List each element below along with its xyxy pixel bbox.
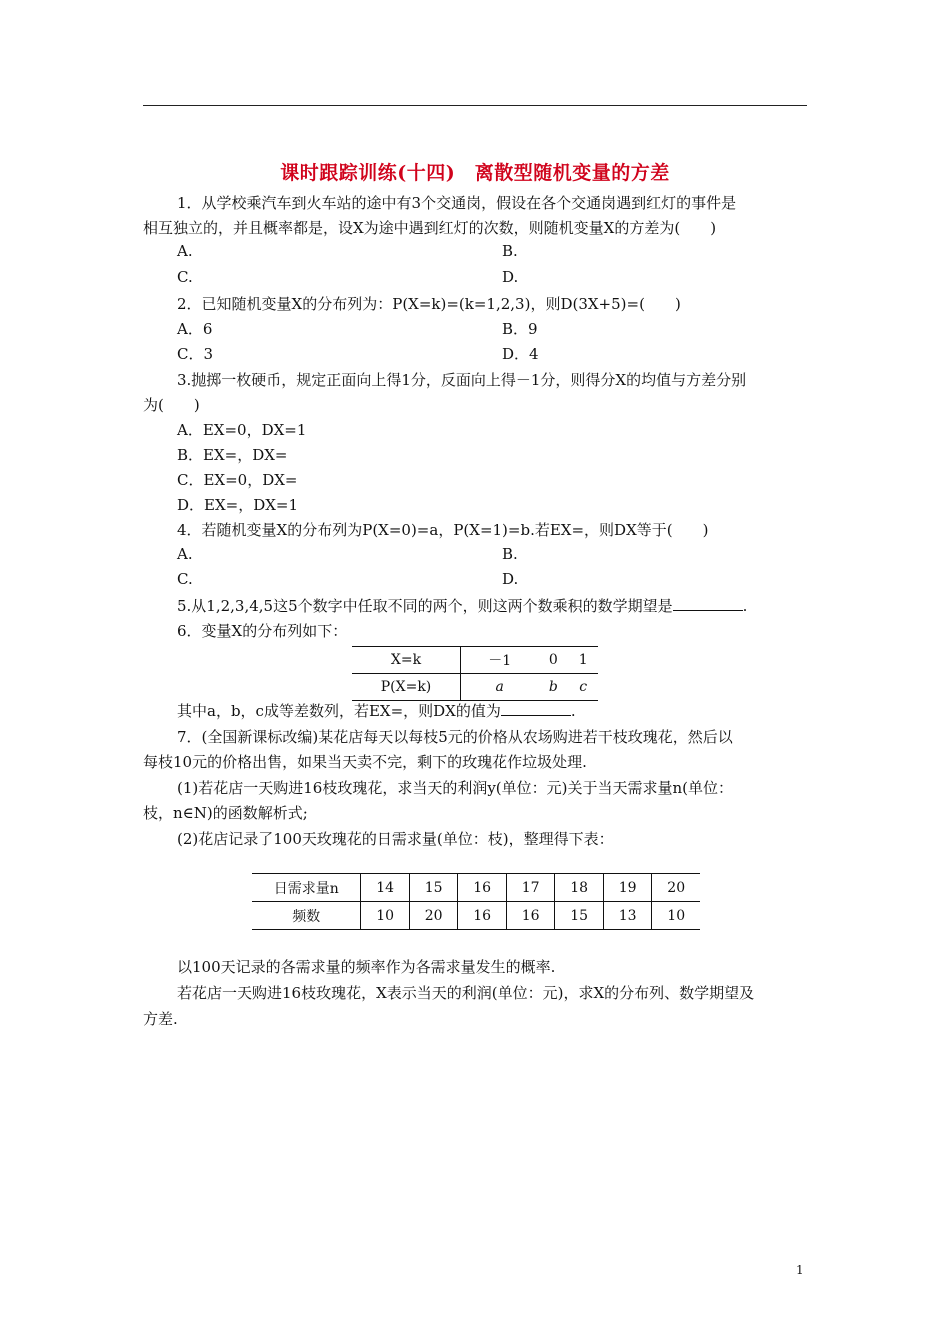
q3-option-c: C．EX=0，DX= — [177, 471, 298, 489]
q7-line1: 7．(全国新课标改编)某花店每天以每枝5元的价格从农场购进若干枝玫瑰花，然后以 — [177, 728, 733, 746]
page-title: 课时跟踪训练(十四) 离散型随机变量的方差 — [280, 162, 670, 184]
q5-line1 — [177, 595, 747, 616]
q6-end: . — [570, 702, 576, 720]
table-row — [352, 674, 598, 701]
page-number: 1 — [796, 1263, 804, 1277]
q4-line1: 4．若随机变量X的分布列为P(X=0)=a，P(X=1)=b.若EX=，则DX等于( ) — [177, 521, 709, 539]
table-cell: 0 — [538, 647, 568, 674]
table-cell: －1 — [461, 647, 539, 674]
q7-line2: 每枝10元的价格出售，如果当天卖不完，剩下的玫瑰花作垃圾处理. — [143, 753, 587, 771]
table-row — [252, 874, 700, 902]
q6-line1: 6．变量X的分布列如下： — [177, 622, 348, 640]
q7-part3: 以100天记录的各需求量的频率作为各需求量发生的概率. — [177, 958, 556, 976]
header-rule — [143, 105, 807, 106]
q2-option-a: A．6 — [177, 320, 213, 338]
q1-option-c: C. — [177, 268, 193, 286]
table-cell: 18 — [555, 874, 604, 902]
table-cell: 1 — [568, 647, 598, 674]
q3-option-b: B．EX=，DX= — [177, 446, 288, 464]
q4-option-b: B. — [502, 545, 518, 563]
table-cell: 15 — [555, 902, 604, 930]
q2-line1: 2．已知随机变量X的分布列为：P(X=k)=(k=1,2,3)，则D(3X+5)=( ) — [177, 295, 681, 313]
table-cell: b — [548, 679, 558, 695]
table-cell: c — [579, 679, 588, 695]
table-cell: 19 — [603, 874, 652, 902]
q7-part4-line2: 方差. — [143, 1010, 178, 1028]
q7-part1-line1: (1)若花店一天购进16枝玫瑰花，求当天的利润y(单位：元)关于当天需求量n(单位： — [177, 779, 734, 797]
table-cell: 13 — [603, 902, 652, 930]
table-cell: 20 — [652, 874, 700, 902]
q1-option-a: A. — [177, 242, 193, 260]
q6-text: 其中a，b，c成等差数列，若EX=，则DX的值为 — [177, 702, 501, 720]
table-cell: 10 — [361, 902, 410, 930]
q7-part4-line1: 若花店一天购进16枝玫瑰花，X表示当天的利润(单位：元)，求X的分布列、数学期望及 — [177, 984, 755, 1002]
table-cell: X=k — [352, 647, 461, 674]
q2-option-c: C．3 — [177, 345, 214, 363]
table-cell: 频数 — [292, 908, 321, 925]
table-row — [252, 902, 700, 930]
q4-option-c: C. — [177, 570, 193, 588]
q5-end: . — [742, 597, 748, 615]
q2-option-b: B．9 — [502, 320, 538, 338]
q2-option-d: D．4 — [502, 345, 539, 363]
table-row — [352, 647, 598, 674]
q7-part1-line2: 枝，n∈N)的函数解析式; — [143, 804, 308, 822]
table-cell: P(X=k) — [352, 674, 461, 701]
q7-part2: (2)花店记录了100天玫瑰花的日需求量(单位：枝)，整理得下表： — [177, 830, 614, 848]
q6-answer-blank — [501, 701, 571, 716]
q1-line1: 1．从学校乘汽车到火车站的途中有3个交通岗，假设在各个交通岗遇到红灯的事件是 — [177, 194, 737, 212]
table-cell: 16 — [506, 902, 555, 930]
table-cell: 20 — [409, 902, 458, 930]
table-cell: 16 — [458, 902, 507, 930]
q6-line2 — [177, 700, 576, 721]
q7-demand-table — [252, 873, 700, 930]
table-cell: 17 — [506, 874, 555, 902]
table-cell: a — [495, 679, 504, 695]
q1-line2: 相互独立的，并且概率都是，设X为途中遇到红灯的次数，则随机变量X的方差为( ) — [143, 219, 717, 237]
q1-option-d: D. — [502, 268, 519, 286]
q5-text: 5.从1,2,3,4,5这5个数字中任取不同的两个，则这两个数乘积的数学期望是 — [177, 597, 673, 615]
table-cell: 15 — [409, 874, 458, 902]
q3-option-d: D．EX=，DX=1 — [177, 496, 299, 514]
table-cell: 10 — [652, 902, 700, 930]
table-cell: 14 — [361, 874, 410, 902]
q3-line1: 3.抛掷一枚硬币，规定正面向上得1分，反面向上得－1分，则得分X的均值与方差分别 — [177, 371, 747, 389]
q6-distribution-table — [352, 646, 598, 701]
q5-answer-blank — [673, 596, 743, 611]
q3-option-a: A．EX=0，DX=1 — [177, 421, 307, 439]
q4-option-d: D. — [502, 570, 519, 588]
q4-option-a: A. — [177, 545, 193, 563]
table-cell: 16 — [458, 874, 507, 902]
q3-line2: 为( ) — [143, 396, 200, 414]
q1-option-b: B. — [502, 242, 518, 260]
table-cell: 日需求量n — [252, 874, 361, 902]
